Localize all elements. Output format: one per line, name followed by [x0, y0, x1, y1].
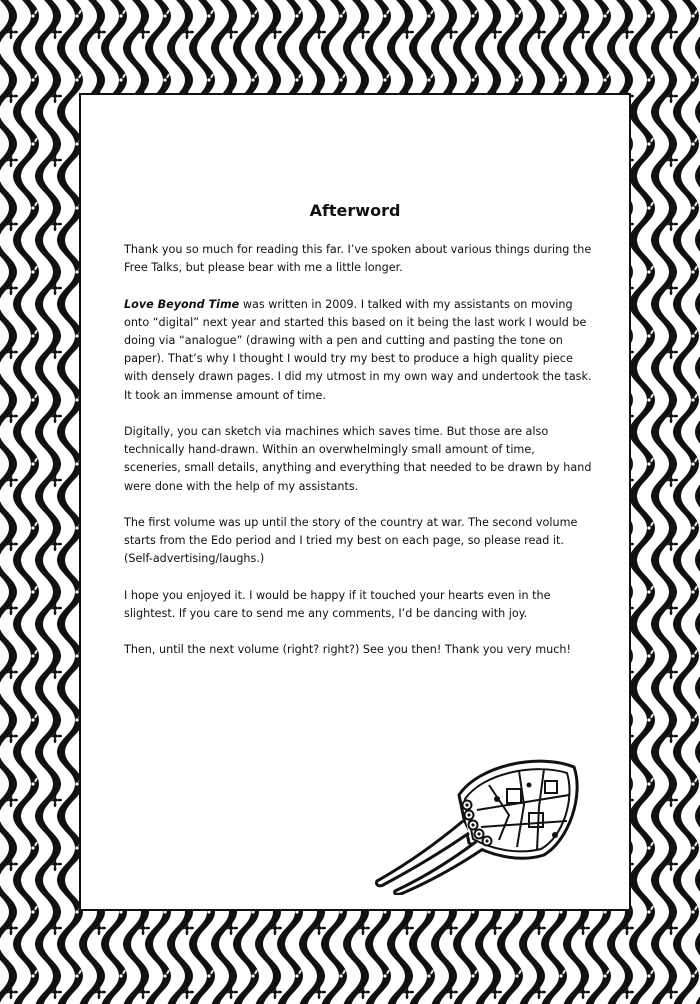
paragraph-history [124, 296, 594, 405]
paragraph-thanks: Thank you so much for reading this far. I’ve spoken about various things during the Free Talks, but please bear with me a little longer. [124, 243, 592, 275]
paragraph-hope: I hope you enjoyed it. I would be happy if it touched your hearts even in the slightest. If you care to send me any comments, I’d be dancing with joy. [124, 588, 551, 620]
afterword-body [124, 241, 594, 678]
paragraph-farewell: Then, until the next volume (right? right?) See you then! Thank you very much! [124, 643, 571, 657]
page-title: Afterword [309, 201, 401, 220]
paragraph-history-last: It took an immense amount of time. [124, 388, 326, 402]
paragraph-volumes-text: The first volume was up until the story of the country at war. The second volume starts from the Edo period and I tried my best on each page, so please read it. [124, 516, 578, 548]
hairpin-icon [369, 755, 589, 895]
work-title: Love Beyond Time [124, 297, 240, 311]
paragraph-history-text: was written in 2009. I talked with my assistants on moving onto “digital” next year and started this based on it being the last work I would be doing via “analogue” (drawing with a pen and cutting and pasting the tone on paper). That’s why I thought I would try my best to produce a high quality piece with densely drawn pages. I did my utmost in my own way and undertook the task. [124, 297, 592, 384]
paragraph-digital: Digitally, you can sketch via machines which saves time. But those are also technically hand-drawn. Within an overwhelmingly small amount of time, sceneries, small details, anything and everything that needed to be drawn by hand were done with the help of my assistants. [124, 425, 592, 493]
afterword-panel [79, 93, 631, 911]
paragraph-volumes [124, 514, 594, 569]
paragraph-volumes-last: (Self-advertising/laughs.) [124, 552, 265, 566]
